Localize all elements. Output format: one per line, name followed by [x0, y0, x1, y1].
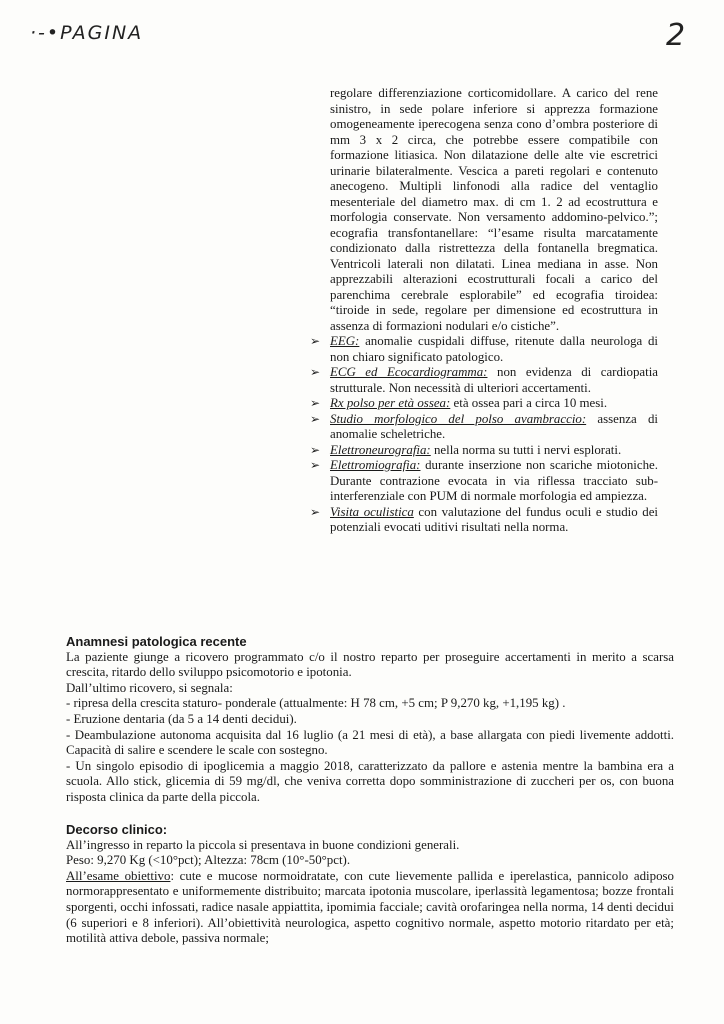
- bullet-eeg: [310, 334, 658, 365]
- bullet-text: non evidenza di cardiopatia strutturale. Non necessità di ulteriori accertamenti.: [330, 365, 658, 395]
- arrow-bullet-icon: ➢: [310, 458, 321, 472]
- exam-label: All’esame obiettivo: [66, 868, 171, 883]
- bullet-label: Elettromiografia:: [330, 458, 421, 472]
- arrow-bullet-icon: ➢: [310, 396, 321, 410]
- right-column: [310, 86, 659, 536]
- bullet-text: anomalie cuspidali diffuse, ritenute dalla neurologa di non chiaro significato patologico.: [330, 334, 658, 364]
- bullet-label: Visita oculistica: [330, 504, 414, 519]
- anamnesi-since-last: Dall’ultimo ricovero, si segnala:: [66, 680, 233, 695]
- bullet-text: età ossea pari a circa 10 mesi.: [450, 396, 608, 410]
- bullet-label: Studio morfologico del polso avambraccio:: [330, 411, 587, 426]
- arrow-bullet-icon: ➢: [310, 334, 321, 348]
- page-label-text: PAGINA: [60, 22, 144, 44]
- anamnesi-section: [66, 634, 674, 806]
- bullet-elettroneurografia: [310, 442, 658, 459]
- anamnesi-item: - Eruzione dentaria (da 5 a 14 denti decidui).: [66, 711, 297, 726]
- anamnesi-item: - Deambulazione autonoma acquisita dal 16 luglio (a 21 mesi di età), a base allargata con piedi livemente addotti. Capacità di salire e scendere le scale con sostegno.: [66, 727, 674, 758]
- decorso-line: Peso: 9,270 Kg (<10°pct); Altezza: 78cm (10°-50°pct).: [66, 853, 351, 868]
- arrow-bullet-icon: ➢: [310, 365, 321, 379]
- physical-exam-paragraph: [66, 869, 674, 947]
- bullet-label: EEG:: [330, 334, 360, 348]
- page-number: 2: [666, 18, 686, 53]
- bullet-label: Rx polso per età ossea:: [330, 396, 451, 410]
- dash-mark: ·-•: [30, 22, 61, 44]
- arrow-bullet-icon: ➢: [310, 504, 321, 519]
- bullet-text: assenza di anomalie scheletriche.: [330, 411, 658, 441]
- arrow-bullet-icon: ➢: [310, 442, 321, 457]
- bullet-text: nella norma su tutti i nervi esplorati.: [430, 442, 622, 457]
- section-heading: Anamnesi patologica recente: [66, 634, 247, 649]
- anamnesi-item: - Un singolo episodio di ipoglicemia a maggio 2018, caratterizzato da pallore e astenia mentre la bambina era a scuola. Allo stick, glicemia di 59 mg/dl, che veniva corretta dopo somministrazione di zuccheri per os, con buona risposta clinica da parte della piccola.: [66, 758, 674, 804]
- anamnesi-intro: La paziente giunge a ricovero programmato c/o il nostro reparto per proseguire accertamenti in merito a scarsa crescita, ritardo dello sviluppo psicomotorio e ipotonia.: [66, 649, 674, 680]
- ultrasound-report-paragraph: regolare differenziazione corticomidollare. A carico del rene sinistro, in sede polare inferiore si apprezza formazione omogeneamente iperecogena senza cono d’ombra posteriore di mm 3 x 2 circa, che potrebbe essere compatibile con formazione litiasica. Non dilatazione delle alte vie escretrici urinarie bilateralmente. Vescica a pareti regolari e contenuto anecogeno. Multipli linfonodi alla radice del ventaglio mesenteriale del diametro max. di cm 1. 2 ad ecostruttura e morfologia conservate. Non versamento addomino-pelvico.”; ecografia transfontanellare: “l’esame risulta marcatamente condizionato dalla ristrettezza della fontanella bregmatica. Ventricoli laterali non dilatati. Linea mediana in asse. Non apprezzabili alterazioni ecostrutturali focali a carico del parenchima cerebrale esplorabile” ed ecografia tiroidea: “tiroide in sede, regolare per dimensione ed ecostruttura in assenza di formazioni nodulari e/o cistiche”.: [330, 86, 658, 333]
- exam-text: : cute e mucose normoidratate, con cute lievemente pallida e iperelastica, pannicolo adiposo normorappresentato e uniformemente distribuito; marcata ipotonia muscolare, iperlassità legamentosa; bozze frontali sporgenti, occhi infossati, radice nasale appiattita, ipomimia facciale; cavità orofaringea nella norma, 14 denti decidui (6 superiori e 8 inferiori). All’obiettività neurologica, aspetto cognitivo normale, aspetto motorio ritardato per età; motilità attiva debole, passiva normale;: [66, 868, 674, 946]
- bullet-rx-polso: [310, 396, 658, 412]
- exam-bullet-list: [310, 334, 659, 536]
- bullet-text: con valutazione del fundus oculi e studio dei potenziali evocati uditivi risultati nella norma.: [330, 504, 659, 534]
- decorso-line: All’ingresso in reparto la piccola si presentava in buone condizioni generali.: [66, 837, 460, 852]
- bullet-ecg: [310, 365, 658, 396]
- bullet-visita-oculistica: [310, 504, 659, 536]
- bullet-label: Elettroneurografia:: [330, 442, 431, 457]
- bullet-elettromiografia: [310, 458, 658, 505]
- bullet-label: ECG ed Ecocardiogramma:: [330, 365, 488, 379]
- arrow-bullet-icon: ➢: [310, 411, 321, 426]
- handwritten-page-label: [30, 22, 143, 44]
- decorso-section: [66, 822, 674, 947]
- section-heading: Decorso clinico:: [66, 822, 168, 837]
- anamnesi-item: - ripresa della crescita staturo- ponderale (attualmente: H 78 cm, +5 cm; P 9,270 kg, +1,195 kg) .: [66, 696, 566, 711]
- bullet-text: durante inserzione non scariche miotoniche. Durante contrazione evocata in via riflessa tracciato sub-interferenziale con PUM di normale morfologia ed ampiezza.: [330, 458, 658, 503]
- bullet-studio-morfologico: [310, 411, 658, 443]
